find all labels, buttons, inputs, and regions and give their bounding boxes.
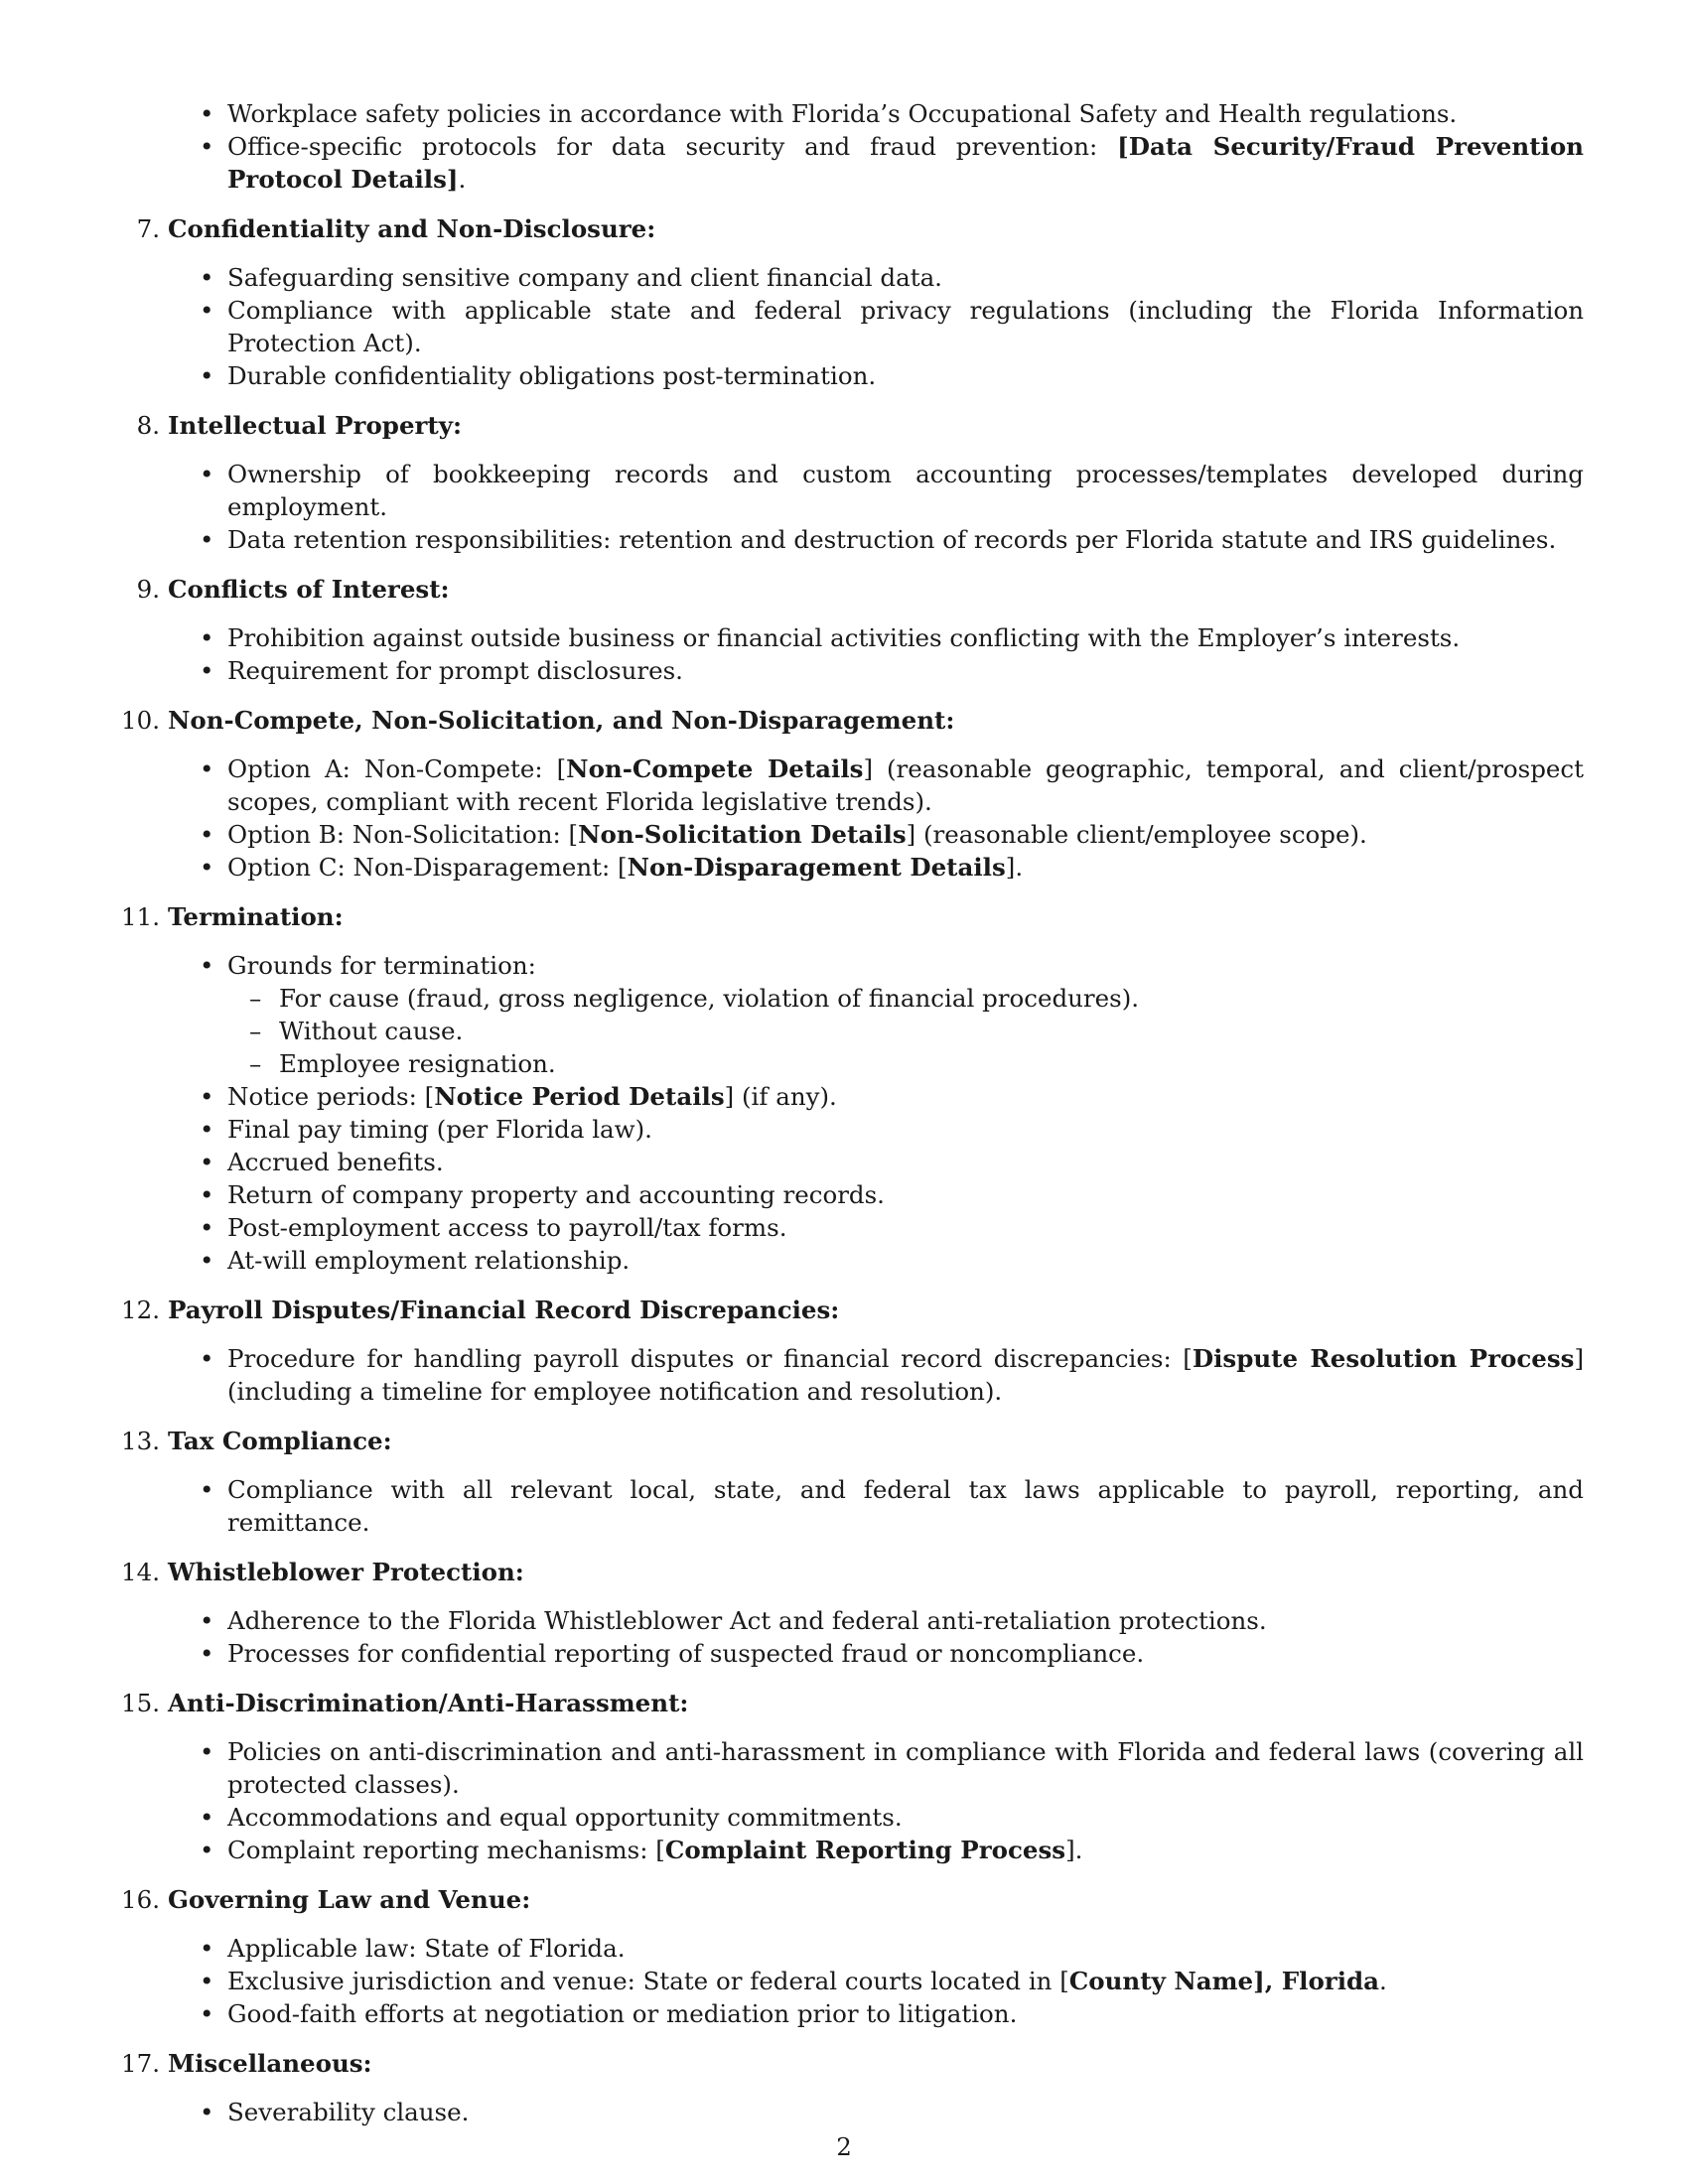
section-bullet-list [168, 949, 1584, 1277]
bullet-text-after: ]. [1005, 853, 1024, 882]
section-14 [121, 1556, 1584, 1670]
bullet-text-after: ] (reasonable client/employee scope). [906, 820, 1367, 849]
section-number: 8. [136, 411, 160, 440]
bullet-text-after: ]. [1065, 1836, 1083, 1864]
section-16 [121, 1883, 1584, 2030]
bullet-item [168, 949, 1584, 1080]
section-number: 9. [136, 575, 160, 604]
section-bullet-list [168, 1932, 1584, 2030]
placeholder-bold: Dispute Resolution Process [1192, 1344, 1575, 1373]
bullet-item [168, 1113, 1584, 1146]
bullet-text: Accommodations and equal opportunity commitments. [227, 1803, 903, 1832]
bullet-item [168, 1801, 1584, 1834]
intro-bullet-list [168, 97, 1584, 196]
bullet-item [168, 1244, 1584, 1277]
bullet-item [168, 2096, 1584, 2128]
bullet-text: At-will employment relationship. [227, 1246, 631, 1275]
bullet-text: Ownership of bookkeeping records and custom accounting processes/templates developed during employment. [227, 460, 1584, 521]
section-heading [121, 1294, 1584, 1326]
bullet-text: Complaint reporting mechanisms: [ [227, 1836, 665, 1864]
bullet-text: Workplace safety policies in accordance with Florida’s Occupational Safety and Health regulations. [227, 99, 1458, 128]
bullet-text: Option B: Non-Solicitation: [ [227, 820, 579, 849]
bullet-item [168, 752, 1584, 818]
section-number: 12. [121, 1296, 160, 1324]
sub-item: – For cause (fraud, gross negligence, violation of financial procedures). [227, 982, 1584, 1015]
bullet-item [168, 1473, 1584, 1539]
section-title: Miscellaneous: [168, 2049, 372, 2078]
bullet-text: Durable confidentiality obligations post-termination. [227, 361, 877, 390]
bullet-item [168, 130, 1584, 196]
section-title: Payroll Disputes/Financial Record Discrepancies: [168, 1296, 840, 1324]
bullet-text: Office-specific protocols for data security and fraud prevention: [227, 132, 1118, 161]
section-heading [121, 2047, 1584, 2080]
bullet-text-after: ] (including a timeline for employee notification and resolution). [227, 1344, 1584, 1406]
bullet-item [168, 1080, 1584, 1113]
section-15 [121, 1687, 1584, 1866]
section-heading [136, 573, 1584, 606]
section-number: 13. [121, 1427, 160, 1455]
bullet-text: Procedure for handling payroll disputes or financial record discrepancies: [ [227, 1344, 1193, 1373]
section-heading [121, 1425, 1584, 1457]
bullet-item [168, 97, 1584, 130]
section-10 [121, 704, 1584, 884]
bullet-item [168, 621, 1584, 654]
bullet-text: Data retention responsibilities: retention and destruction of records per Florida statute and IRS guidelines. [227, 525, 1557, 554]
numbered-sections [121, 212, 1584, 2128]
bullet-text: Severability clause. [227, 2098, 470, 2126]
placeholder-bold: [Data Security/Fraud Prevention Protocol Details] [227, 132, 1584, 194]
section-7 [136, 212, 1584, 392]
section-heading [121, 900, 1584, 933]
section-bullet-list [168, 1604, 1584, 1670]
section-9 [136, 573, 1584, 687]
bullet-item [168, 818, 1584, 851]
placeholder-bold: Complaint Reporting Process [664, 1836, 1066, 1864]
bullet-text: Final pay timing (per Florida law). [227, 1115, 652, 1144]
section-heading [121, 704, 1584, 737]
bullet-text: Prohibition against outside business or financial activities conflicting with the Employer’s interests. [227, 623, 1461, 652]
placeholder-bold: Notice Period Details [434, 1082, 725, 1111]
section-heading [121, 1687, 1584, 1719]
section-17 [121, 2047, 1584, 2128]
bullet-text: Accrued benefits. [227, 1148, 444, 1176]
section-heading [121, 1883, 1584, 1916]
page-number: 2 [836, 2132, 852, 2161]
bullet-item [168, 1342, 1584, 1408]
bullet-item [168, 523, 1584, 556]
section-title: Governing Law and Venue: [168, 1885, 531, 1914]
bullet-text: Post-employment access to payroll/tax forms. [227, 1213, 787, 1242]
bullet-item [168, 851, 1584, 884]
bullet-item [168, 261, 1584, 294]
section-title: Termination: [168, 902, 344, 931]
bullet-item [168, 1211, 1584, 1244]
section-bullet-list [168, 621, 1584, 687]
section-bullet-list [168, 1342, 1584, 1408]
section-title: Intellectual Property: [168, 411, 463, 440]
bullet-text: Policies on anti-discrimination and anti-harassment in compliance with Florida and federal laws (covering all protected classes). [227, 1737, 1584, 1799]
bullet-text: Requirement for prompt disclosures. [227, 656, 683, 685]
section-number: 10. [121, 706, 160, 735]
sub-list [227, 982, 1584, 1080]
section-number: 11. [121, 902, 160, 931]
bullet-text: Compliance with all relevant local, state, and federal tax laws applicable to payroll, reporting, and remittance. [227, 1475, 1584, 1537]
bullet-text: Exclusive jurisdiction and venue: State or federal courts located in [ [227, 1967, 1069, 1995]
section-title: Non-Compete, Non-Solicitation, and Non-Disparagement: [168, 706, 955, 735]
placeholder-bold: County Name], Florida [1068, 1967, 1380, 1995]
section-heading [136, 212, 1584, 245]
section-title: Conflicts of Interest: [168, 575, 450, 604]
bullet-item [168, 1146, 1584, 1178]
bullet-item [168, 359, 1584, 392]
section-number: 7. [136, 214, 160, 243]
section-number: 14. [121, 1558, 160, 1586]
bullet-text-after: ] (if any). [724, 1082, 837, 1111]
sub-item: – Without cause. [227, 1015, 1584, 1047]
bullet-item [168, 1997, 1584, 2030]
bullet-text: Processes for confidential reporting of suspected fraud or noncompliance. [227, 1639, 1145, 1668]
bullet-item [168, 654, 1584, 687]
document-body [121, 97, 1584, 2128]
section-bullet-list [168, 2096, 1584, 2128]
section-number: 15. [121, 1689, 160, 1717]
bullet-text: Grounds for termination: [227, 951, 536, 980]
placeholder-bold: Non-Compete Details [566, 754, 864, 783]
bullet-item [168, 1735, 1584, 1801]
section-heading [121, 1556, 1584, 1588]
bullet-text: Applicable law: State of Florida. [227, 1934, 626, 1963]
bullet-item [168, 1834, 1584, 1866]
section-8 [136, 409, 1584, 556]
bullet-item [168, 1178, 1584, 1211]
bullet-text: Notice periods: [ [227, 1082, 435, 1111]
bullet-item [168, 1637, 1584, 1670]
section-13 [121, 1425, 1584, 1539]
bullet-text: Compliance with applicable state and federal privacy regulations (including the Florida Information Protection Act). [227, 296, 1584, 357]
bullet-item [168, 1932, 1584, 1965]
bullet-text: Option A: Non-Compete: [ [227, 754, 567, 783]
section-bullet-list [168, 458, 1584, 556]
bullet-text: Return of company property and accounting records. [227, 1180, 885, 1209]
bullet-item [168, 458, 1584, 523]
section-bullet-list [168, 1473, 1584, 1539]
section-11 [121, 900, 1584, 1277]
section-number: 17. [121, 2049, 160, 2078]
bullet-text: Good-faith efforts at negotiation or mediation prior to litigation. [227, 1999, 1018, 2028]
bullet-item [168, 294, 1584, 359]
section-bullet-list [168, 1735, 1584, 1866]
bullet-item [168, 1965, 1584, 1997]
bullet-text-after: . [1379, 1967, 1387, 1995]
section-bullet-list [168, 261, 1584, 392]
section-title: Whistleblower Protection: [168, 1558, 524, 1586]
section-title: Confidentiality and Non-Disclosure: [168, 214, 656, 243]
sub-item: – Employee resignation. [227, 1047, 1584, 1080]
bullet-item [168, 1604, 1584, 1637]
section-12 [121, 1294, 1584, 1408]
bullet-text: Safeguarding sensitive company and client financial data. [227, 263, 942, 292]
bullet-text-after: ] (reasonable geographic, temporal, and client/prospect scopes, compliant with recent Florida legislative trends). [227, 754, 1584, 816]
bullet-text: Option C: Non-Disparagement: [ [227, 853, 628, 882]
section-bullet-list [168, 752, 1584, 884]
section-title: Anti-Discrimination/Anti-Harassment: [168, 1689, 689, 1717]
section-title: Tax Compliance: [168, 1427, 392, 1455]
placeholder-bold: Non-Disparagement Details [627, 853, 1006, 882]
placeholder-bold: Non-Solicitation Details [578, 820, 907, 849]
section-heading [136, 409, 1584, 442]
bullet-text-after: . [458, 165, 467, 194]
bullet-text: Adherence to the Florida Whistleblower Act and federal anti-retaliation protections. [227, 1606, 1267, 1635]
section-number: 16. [121, 1885, 160, 1914]
